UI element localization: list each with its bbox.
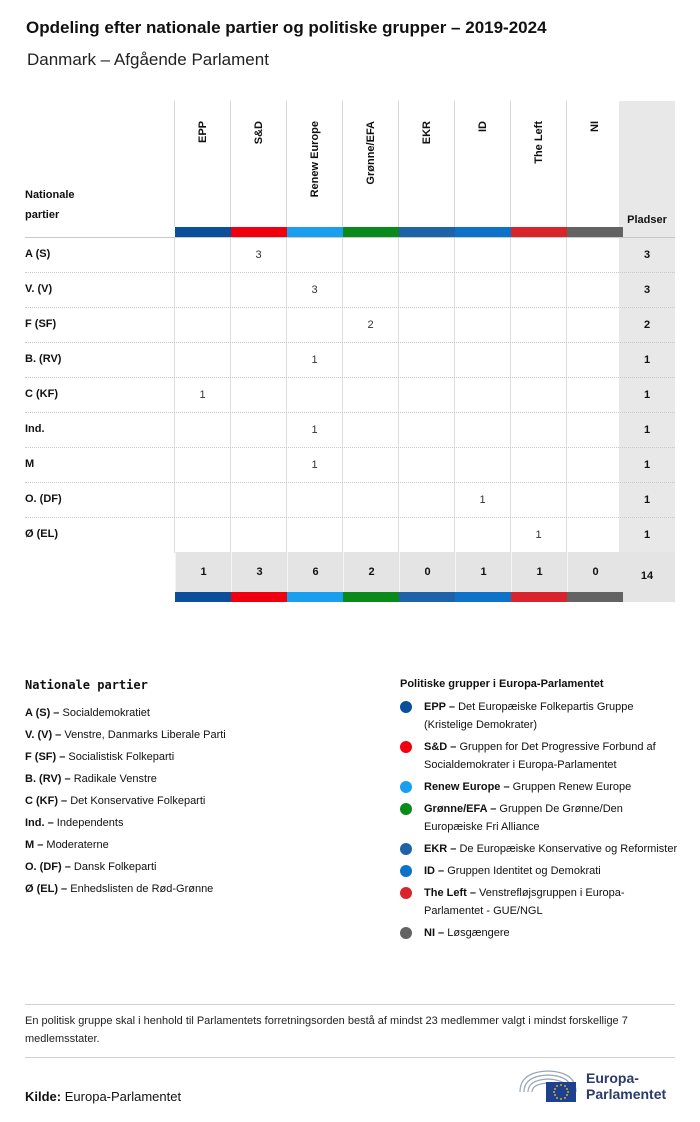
group-color-bar: [399, 227, 455, 237]
group-color-dot-icon: [400, 701, 412, 713]
national-legend-item: M – Moderaterne: [25, 839, 109, 851]
group-total-cell: 6: [287, 552, 343, 592]
row-seat-total: 1: [619, 413, 675, 448]
seat-value-cell: [510, 273, 566, 308]
table-header: [25, 101, 675, 237]
group-legend-item: NI – Løsgængere: [400, 924, 680, 942]
group-color-bar: [231, 227, 287, 237]
group-legend-item: The Left – Venstrefløjsgruppen i Europa-Parlamentet - GUE/NGL: [400, 884, 680, 920]
seat-value-cell: 1: [454, 483, 510, 518]
seat-value-cell: 3: [230, 238, 286, 273]
seat-value-cell: [398, 343, 454, 378]
seat-value-cell: [510, 378, 566, 413]
group-color-dot-icon: [400, 781, 412, 793]
seat-value-cell: [174, 273, 230, 308]
seat-value-cell: [230, 378, 286, 413]
seat-value-cell: [510, 308, 566, 343]
national-legend-item: C (KF) – Det Konservative Folkeparti: [25, 795, 206, 807]
column-header: [510, 101, 566, 227]
seat-value-cell: [342, 378, 398, 413]
column-header-label: EPP: [196, 121, 209, 144]
table-row: [25, 447, 675, 482]
row-seat-total: 1: [619, 343, 675, 378]
group-color-dot-icon: [400, 927, 412, 939]
group-total-cell: 1: [511, 552, 567, 592]
party-label: F (SF): [25, 318, 57, 330]
row-seat-total: 3: [619, 273, 675, 308]
group-color-bar: [455, 592, 511, 602]
seat-value-cell: 1: [510, 518, 566, 553]
seat-value-cell: [342, 483, 398, 518]
column-header-label: The Left: [532, 121, 545, 164]
table-body: [25, 237, 675, 552]
table-row: [25, 307, 675, 342]
group-color-bar: [399, 592, 455, 602]
group-legend-item: Renew Europe – Gruppen Renew Europe: [400, 778, 680, 796]
seat-value-cell: [230, 343, 286, 378]
table-row: [25, 482, 675, 517]
party-label: V. (V): [25, 283, 53, 295]
seat-value-cell: [342, 413, 398, 448]
group-legend-item: S&D – Gruppen for Det Progressive Forbund af Socialdemokrater i Europa-Parlamentet: [400, 738, 680, 774]
seat-value-cell: [398, 413, 454, 448]
seat-value-cell: 2: [342, 308, 398, 343]
table-row: [25, 412, 675, 447]
national-legend-item: Ø (EL) – Enhedslisten de Rød-Grønne: [25, 883, 214, 895]
column-header-label: Renew Europe: [308, 121, 321, 198]
row-seat-total: 2: [619, 308, 675, 343]
column-header: [230, 101, 286, 227]
party-label: B. (RV): [25, 353, 62, 365]
party-label: A (S): [25, 248, 51, 260]
group-total-cell: 1: [175, 552, 231, 592]
seat-value-cell: [566, 343, 622, 378]
group-color-bar: [511, 227, 567, 237]
row-seat-total: 3: [619, 238, 675, 273]
seat-value-cell: [230, 413, 286, 448]
group-color-bar: [287, 227, 343, 237]
seat-value-cell: [286, 308, 342, 343]
group-color-bar: [175, 227, 231, 237]
seat-value-cell: [230, 518, 286, 553]
table-row: [25, 342, 675, 377]
row-header-label: Nationale partier: [25, 189, 75, 221]
seat-value-cell: [454, 238, 510, 273]
seat-value-cell: [510, 413, 566, 448]
column-header-label: ID: [476, 121, 489, 132]
national-legend-heading: Nationale partier: [25, 678, 148, 692]
seat-value-cell: [510, 483, 566, 518]
seat-value-cell: [342, 238, 398, 273]
seat-value-cell: [454, 448, 510, 483]
column-header: [566, 101, 622, 227]
seat-value-cell: [454, 308, 510, 343]
group-legend-item: EKR – De Europæiske Konservative og Reformister: [400, 840, 680, 858]
seat-value-cell: [174, 518, 230, 553]
row-seat-total: 1: [619, 448, 675, 483]
column-header: [398, 101, 454, 227]
seat-value-cell: [174, 483, 230, 518]
seat-value-cell: [286, 518, 342, 553]
seat-value-cell: [230, 308, 286, 343]
seat-value-cell: [286, 238, 342, 273]
seat-value-cell: [342, 343, 398, 378]
seat-value-cell: [174, 413, 230, 448]
column-header-label: S&D: [252, 121, 265, 145]
national-legend-item: F (SF) – Socialistisk Folkeparti: [25, 751, 175, 763]
party-label: O. (DF): [25, 493, 62, 505]
seat-value-cell: [566, 518, 622, 553]
seat-value-cell: [566, 238, 622, 273]
page-subtitle: Danmark – Afgående Parlament: [27, 50, 269, 69]
group-legend-item: ID – Gruppen Identitet og Demokrati: [400, 862, 680, 880]
page-title: Opdeling efter nationale partier og politiske grupper – 2019-2024: [26, 18, 547, 37]
party-label: Ø (EL): [25, 528, 58, 540]
seat-value-cell: [174, 238, 230, 273]
national-legend-item: A (S) – Socialdemokratiet: [25, 707, 150, 719]
group-color-bar: [511, 592, 567, 602]
seat-value-cell: [566, 413, 622, 448]
political-groups-legend: [400, 678, 680, 946]
national-legend-item: V. (V) – Venstre, Danmarks Liberale Parti: [25, 729, 226, 741]
group-color-dot-icon: [400, 865, 412, 877]
party-label: C (KF): [25, 388, 58, 400]
seats-header-label: Pladser: [627, 214, 667, 226]
national-legend-item: O. (DF) – Dansk Folkeparti: [25, 861, 157, 873]
group-legend-item: Grønne/EFA – Gruppen De Grønne/Den Europæiske Fri Alliance: [400, 800, 680, 836]
seat-value-cell: 1: [174, 378, 230, 413]
seat-value-cell: [566, 308, 622, 343]
seat-value-cell: [398, 273, 454, 308]
party-label: Ind.: [25, 423, 45, 435]
table-row: [25, 517, 675, 552]
column-header-label: NI: [588, 121, 601, 132]
seat-value-cell: 1: [286, 343, 342, 378]
seat-value-cell: [342, 518, 398, 553]
seat-value-cell: [342, 273, 398, 308]
group-color-bar: [231, 592, 287, 602]
column-header: [286, 101, 342, 227]
row-seat-total: 1: [619, 518, 675, 553]
seat-value-cell: 1: [286, 413, 342, 448]
seat-value-cell: 1: [286, 448, 342, 483]
table-row: [25, 237, 675, 272]
group-legend-item: EPP – Det Europæiske Folkepartis Gruppe (Kristelige Demokrater): [400, 698, 680, 734]
source-value: Europa-Parlamentet: [64, 1089, 182, 1104]
national-parties-legend: [25, 678, 226, 900]
group-color-dot-icon: [400, 741, 412, 753]
divider: [25, 1004, 675, 1005]
seat-value-cell: [510, 448, 566, 483]
party-label: M: [25, 458, 35, 470]
ep-logo: [516, 1066, 676, 1106]
column-header-label: EKR: [420, 121, 433, 145]
seat-value-cell: [566, 483, 622, 518]
seat-value-cell: [454, 413, 510, 448]
ep-logo-text: Europa- Parlamentet: [586, 1070, 667, 1102]
seat-value-cell: [398, 308, 454, 343]
seat-value-cell: 3: [286, 273, 342, 308]
seat-value-cell: [398, 238, 454, 273]
seat-value-cell: [566, 273, 622, 308]
seat-value-cell: [398, 518, 454, 553]
seat-value-cell: [566, 378, 622, 413]
row-seat-total: 1: [619, 483, 675, 518]
group-color-bar: [343, 227, 399, 237]
group-color-bar: [287, 592, 343, 602]
group-color-bar: [343, 592, 399, 602]
seat-value-cell: [230, 448, 286, 483]
group-total-cell: 0: [567, 552, 623, 592]
group-total-cell: 3: [231, 552, 287, 592]
group-total-cell: 1: [455, 552, 511, 592]
seat-value-cell: [566, 448, 622, 483]
table-row: [25, 272, 675, 307]
group-total-cell: 2: [343, 552, 399, 592]
column-header: [174, 101, 230, 227]
column-header: [342, 101, 398, 227]
seat-value-cell: [454, 343, 510, 378]
seat-value-cell: [286, 483, 342, 518]
seat-value-cell: [230, 483, 286, 518]
seat-value-cell: [286, 378, 342, 413]
group-color-dot-icon: [400, 803, 412, 815]
seat-value-cell: [230, 273, 286, 308]
totals-row: [25, 552, 675, 602]
seat-table: [25, 101, 675, 602]
group-color-bar: [567, 592, 623, 602]
national-legend-item: Ind. – Independents: [25, 817, 124, 829]
seat-value-cell: [398, 448, 454, 483]
grand-total: 14: [619, 552, 675, 602]
footnote: En politisk gruppe skal i henhold til Parlamentets forretningsorden bestå af mindst 23 medlemmer valgt i mindst forskellige 7 medlemsstater.: [25, 1015, 628, 1045]
national-legend-item: B. (RV) – Radikale Venstre: [25, 773, 157, 785]
seat-value-cell: [342, 448, 398, 483]
seat-value-cell: [174, 448, 230, 483]
column-header-label: Grønne/EFA: [364, 121, 377, 185]
seat-value-cell: [510, 343, 566, 378]
seat-value-cell: [398, 378, 454, 413]
row-seat-total: 1: [619, 378, 675, 413]
seat-value-cell: [454, 273, 510, 308]
group-color-bar: [455, 227, 511, 237]
groups-legend-heading: Politiske grupper i Europa-Parlamentet: [400, 678, 604, 690]
source-label: Kilde:: [25, 1089, 62, 1104]
group-color-bar: [567, 227, 623, 237]
table-row: [25, 377, 675, 412]
seat-value-cell: [510, 238, 566, 273]
group-color-dot-icon: [400, 843, 412, 855]
seat-value-cell: [454, 518, 510, 553]
source-line: [25, 1089, 181, 1104]
seat-value-cell: [454, 378, 510, 413]
seat-value-cell: [174, 308, 230, 343]
seat-value-cell: [398, 483, 454, 518]
group-total-cell: 0: [399, 552, 455, 592]
seat-value-cell: [174, 343, 230, 378]
group-color-bar: [175, 592, 231, 602]
divider: [25, 1057, 675, 1058]
column-header: [454, 101, 510, 227]
ep-logo-icon: [516, 1066, 580, 1104]
group-color-dot-icon: [400, 887, 412, 899]
